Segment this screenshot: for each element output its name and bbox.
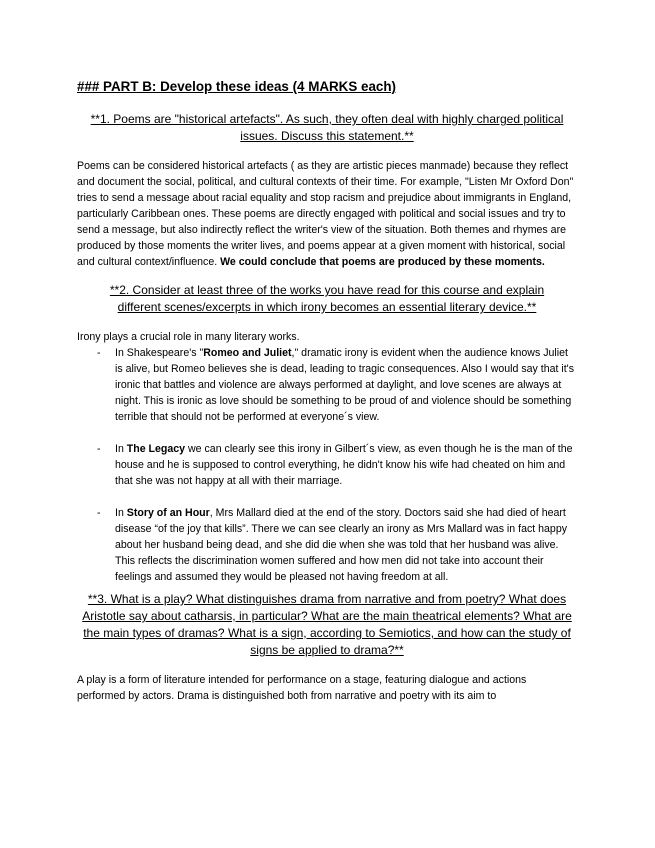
answer-2-intro: Irony plays a crucial role in many literary works. — [77, 331, 300, 343]
item-title: Romeo and Juliet — [203, 347, 292, 359]
question-1: **1. Poems are "historical artefacts". As such, they often deal with highly charged political issues. Discuss this statement.** — [90, 112, 564, 143]
bullet-dash: - — [97, 507, 101, 519]
list-item-romeo-and-juliet — [77, 345, 577, 425]
item-post: we can clearly see this irony in Gilbert´s view, as even though he is the man of the house and he is supposed to control everything, he didn't know his wife had cheated on him and that she was not happy at all with their marriage. — [115, 443, 573, 487]
document-content — [77, 79, 577, 704]
irony-examples-list — [77, 345, 577, 585]
question-3: **3. What is a play? What distinguishes drama from narrative and from poetry? What does Aristotle say about catharsis, in particular? What are the main theatrical elements? What are the main types of dramas? What is a sign, according to Semiotics, and how can the study of signs be applied to drama?** — [82, 592, 572, 657]
item-title: Story of an Hour — [126, 507, 210, 519]
item-post: , Mrs Mallard died at the end of the story. Doctors said she had died of heart disease “of the joy that kills”. There we can see clearly an irony as Mrs Mallard was in fact happy about her husband being dead, and she did die when she was told that her husband was alive. This reflects the discrimination women suffered and how men did not take into account their feelings and assumed they would be pleased not having freedom at all. — [115, 507, 568, 583]
answer-3: A play is a form of literature intended for performance on a stage, featuring dialogue and actions performed by actors. Drama is distinguished both from narrative and poetry with its aim to — [77, 674, 527, 702]
item-pre: In Shakespeare's " — [115, 347, 204, 359]
answer-1 — [77, 158, 577, 270]
item-title: The Legacy — [126, 443, 186, 455]
item-pre: In — [115, 507, 127, 519]
bullet-dash: - — [97, 347, 101, 359]
section-heading: ### PART B: Develop these ideas (4 MARKS each) — [77, 79, 396, 94]
bullet-dash: - — [97, 443, 101, 455]
answer-1-text: Poems can be considered historical artefacts ( as they are artistic pieces manmade) because they reflect and document the social, political, and cultural contexts of their time. For example, "Listen Mr Oxford Don" tries to send a message about racial equality and stop racism and prejudice about immigrants in England, particularly Caribbean ones. These poems are directly engaged with political and social issues and try to send a message, but also indirectly reflect the writer's view of the situation. Both themes and rhymes are produced by those moments the writer lives, and poems appear at a given moment with historical, social and cultural context/influence. — [77, 160, 574, 268]
item-pre: In — [115, 443, 127, 455]
item-post: ," dramatic irony is evident when the audience knows Juliet is alive, but Romeo believes she is dead, leading to tragic consequences. Also I would say that it's ironic that battles and violence are always performed at daylight, and love scenes are always at night. This is ironic as love should be something to be proud of and violence should be something terrible that should not be performed at everyone´s view. — [115, 347, 574, 423]
list-item-story-of-an-hour — [77, 505, 577, 585]
question-2: **2. Consider at least three of the works you have read for this course and explain different scenes/excerpts in which irony becomes an essential literary device.** — [109, 283, 545, 314]
list-item-the-legacy — [77, 441, 577, 489]
answer-1-conclusion: We could conclude that poems are produced by these moments. — [220, 256, 545, 268]
